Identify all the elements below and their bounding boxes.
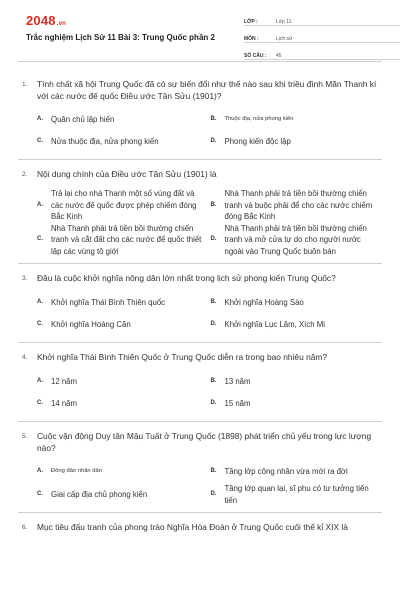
- option-text: Khởi nghĩa Hoàng Cân: [51, 320, 131, 330]
- option-letter: A.: [37, 299, 43, 306]
- option-letter: B.: [210, 116, 217, 123]
- question-text: Tính chất xã hội Trung Quốc đã có sự biến đổi như thế nào sau khi triều đình Mãn Thanh kí với các nước đế quốc Điều ước Tân Sửu (1901)?: [37, 79, 377, 101]
- option-letter: B.: [210, 299, 217, 306]
- option-letter: A.: [37, 116, 43, 123]
- option-text: Đông đảo nhân dân: [51, 468, 102, 475]
- answer-option[interactable]: [211, 188, 381, 223]
- meta-value: 45: [276, 53, 282, 59]
- question-item: [18, 272, 382, 343]
- option-letter: C.: [37, 490, 43, 497]
- question-text: Đâu là cuộc khởi nghĩa nông dân lớn nhất trong lịch sử phong kiến Trung Quốc?: [37, 273, 336, 283]
- question-header: [22, 272, 380, 285]
- option-letter: D.: [210, 236, 217, 242]
- answer-option[interactable]: [37, 188, 207, 223]
- page-header: [18, 0, 382, 62]
- option-letter: A.: [37, 468, 43, 475]
- option-text: 13 năm: [224, 377, 251, 387]
- answer-option[interactable]: [37, 314, 207, 336]
- option-text: Tầng lớp quan lại, sĩ phu có tư tưởng tiến tiến: [224, 484, 369, 505]
- answer-options: [22, 371, 380, 415]
- question-item: [18, 430, 382, 513]
- meta-row-class: [244, 12, 400, 26]
- question-number: 3.: [22, 275, 28, 282]
- answer-option[interactable]: [37, 292, 207, 314]
- question-text: Khởi nghĩa Thái Bình Thiên Quốc ở Trung Quốc diễn ra trong bao nhiêu năm?: [37, 352, 328, 362]
- answer-options: [22, 461, 380, 506]
- option-text: Quân chủ lập hiến: [51, 115, 115, 125]
- answer-option[interactable]: [37, 461, 207, 483]
- answer-option[interactable]: [211, 393, 381, 415]
- answer-option[interactable]: [37, 223, 207, 258]
- option-letter: B.: [210, 468, 217, 475]
- option-letter: C.: [37, 321, 43, 328]
- option-letter: C.: [37, 236, 43, 242]
- option-letter: B.: [210, 378, 217, 385]
- question-header: [22, 521, 380, 534]
- question-number: 4.: [22, 354, 28, 361]
- option-text: Giai cấp địa chủ phong kiến: [51, 489, 148, 499]
- question-text: Cuộc vận động Duy tân Mậu Tuất ở Trung Quốc (1898) phát triển chủ yếu trong lực lượng nào?: [37, 431, 372, 453]
- answer-option[interactable]: [37, 131, 207, 153]
- option-text: Nửa thuộc địa, nửa phong kiến: [51, 137, 159, 147]
- meta-key: LỚP :: [244, 19, 258, 25]
- answer-option[interactable]: [211, 223, 381, 258]
- answer-options: [22, 188, 380, 257]
- answer-option[interactable]: [211, 109, 381, 131]
- question-number: 5.: [22, 433, 28, 440]
- question-number: 1.: [22, 81, 28, 88]
- meta-row-subject: [244, 29, 400, 43]
- option-text: Tầng lớp công nhân vừa mới ra đời: [224, 467, 348, 477]
- answer-option[interactable]: [211, 292, 381, 314]
- option-text: 12 năm: [51, 377, 78, 387]
- answer-option[interactable]: [211, 483, 381, 506]
- answer-option[interactable]: [37, 371, 207, 393]
- answer-option[interactable]: [37, 483, 207, 506]
- question-item: [18, 351, 382, 422]
- question-item: [18, 78, 382, 160]
- answer-option[interactable]: [211, 131, 381, 153]
- site-logo[interactable]: 2048.vn: [26, 13, 67, 28]
- meta-key: SỐ CÂU :: [244, 53, 267, 59]
- answer-options: [22, 292, 380, 336]
- option-letter: C.: [37, 138, 43, 145]
- answer-option[interactable]: [37, 109, 207, 131]
- meta-value: Lịch sử: [276, 36, 293, 42]
- option-letter: A.: [37, 201, 43, 208]
- option-text: Khởi nghĩa Lục Lâm, Xích Mi: [224, 320, 325, 330]
- question-number: 2.: [22, 171, 28, 178]
- question-number: 6.: [22, 524, 28, 531]
- option-text: Phong kiến độc lập: [224, 137, 291, 147]
- option-text: Thuộc địa, nửa phong kiến: [224, 116, 294, 123]
- question-header: [22, 78, 380, 102]
- question-text: Mục tiêu đấu tranh của phong trào Nghĩa Hòa Đoàn ở Trung Quốc cuối thế kỉ XIX là: [37, 522, 348, 532]
- answer-option[interactable]: [211, 461, 381, 483]
- question-item: [18, 168, 382, 264]
- question-header: [22, 351, 380, 364]
- option-letter: B.: [210, 201, 217, 208]
- option-text: Nhà Thanh phải trả tiền bồi thường chiến tranh và buộc phải để cho các nước chiếm đóng Bắc Kinh: [224, 189, 373, 221]
- option-letter: A.: [37, 378, 43, 385]
- option-text: 15 năm: [224, 399, 251, 409]
- option-letter: D.: [210, 490, 217, 497]
- option-letter: D.: [210, 400, 217, 407]
- page-title: Trắc nghiệm Lịch Sử 11 Bài 3: Trung Quốc phần 2: [26, 33, 215, 42]
- option-letter: D.: [210, 138, 217, 145]
- quiz-meta: [244, 12, 400, 63]
- answer-options: [22, 109, 380, 153]
- question-list: [18, 62, 382, 540]
- question-text: Nội dung chính của Điều ước Tân Sửu (1901) là: [37, 169, 217, 179]
- answer-option[interactable]: [211, 371, 381, 393]
- option-text: Khởi nghĩa Thái Bình Thiên quốc: [51, 298, 166, 308]
- option-text: Nhà Thanh phải trả tiền bồi thường chiến tranh và cắt đất cho các nước đế quốc thiết lập các vùng tô giới: [51, 223, 202, 256]
- option-text: Nhà Thanh phải trả tiền bồi thường chiến tranh và mở cửa tự do cho người nước ngoài vào Trung Quốc buôn bán: [224, 223, 367, 256]
- option-text: Trả lại cho nhà Thanh một số vùng đất và các nước đế quốc được phép chiếm đóng Bắc Kinh: [51, 189, 197, 221]
- meta-row-count: [244, 46, 400, 60]
- question-header: [22, 168, 380, 181]
- meta-value: Lớp 11: [276, 19, 292, 25]
- meta-key: MÔN :: [244, 36, 259, 42]
- option-text: 14 năm: [51, 399, 78, 409]
- question-header: [22, 430, 380, 454]
- option-letter: D.: [210, 321, 217, 328]
- answer-option[interactable]: [211, 314, 381, 336]
- option-text: Khởi nghĩa Hoàng Sào: [224, 298, 304, 308]
- answer-option[interactable]: [37, 393, 207, 415]
- question-item: [18, 521, 382, 540]
- option-letter: C.: [37, 400, 43, 407]
